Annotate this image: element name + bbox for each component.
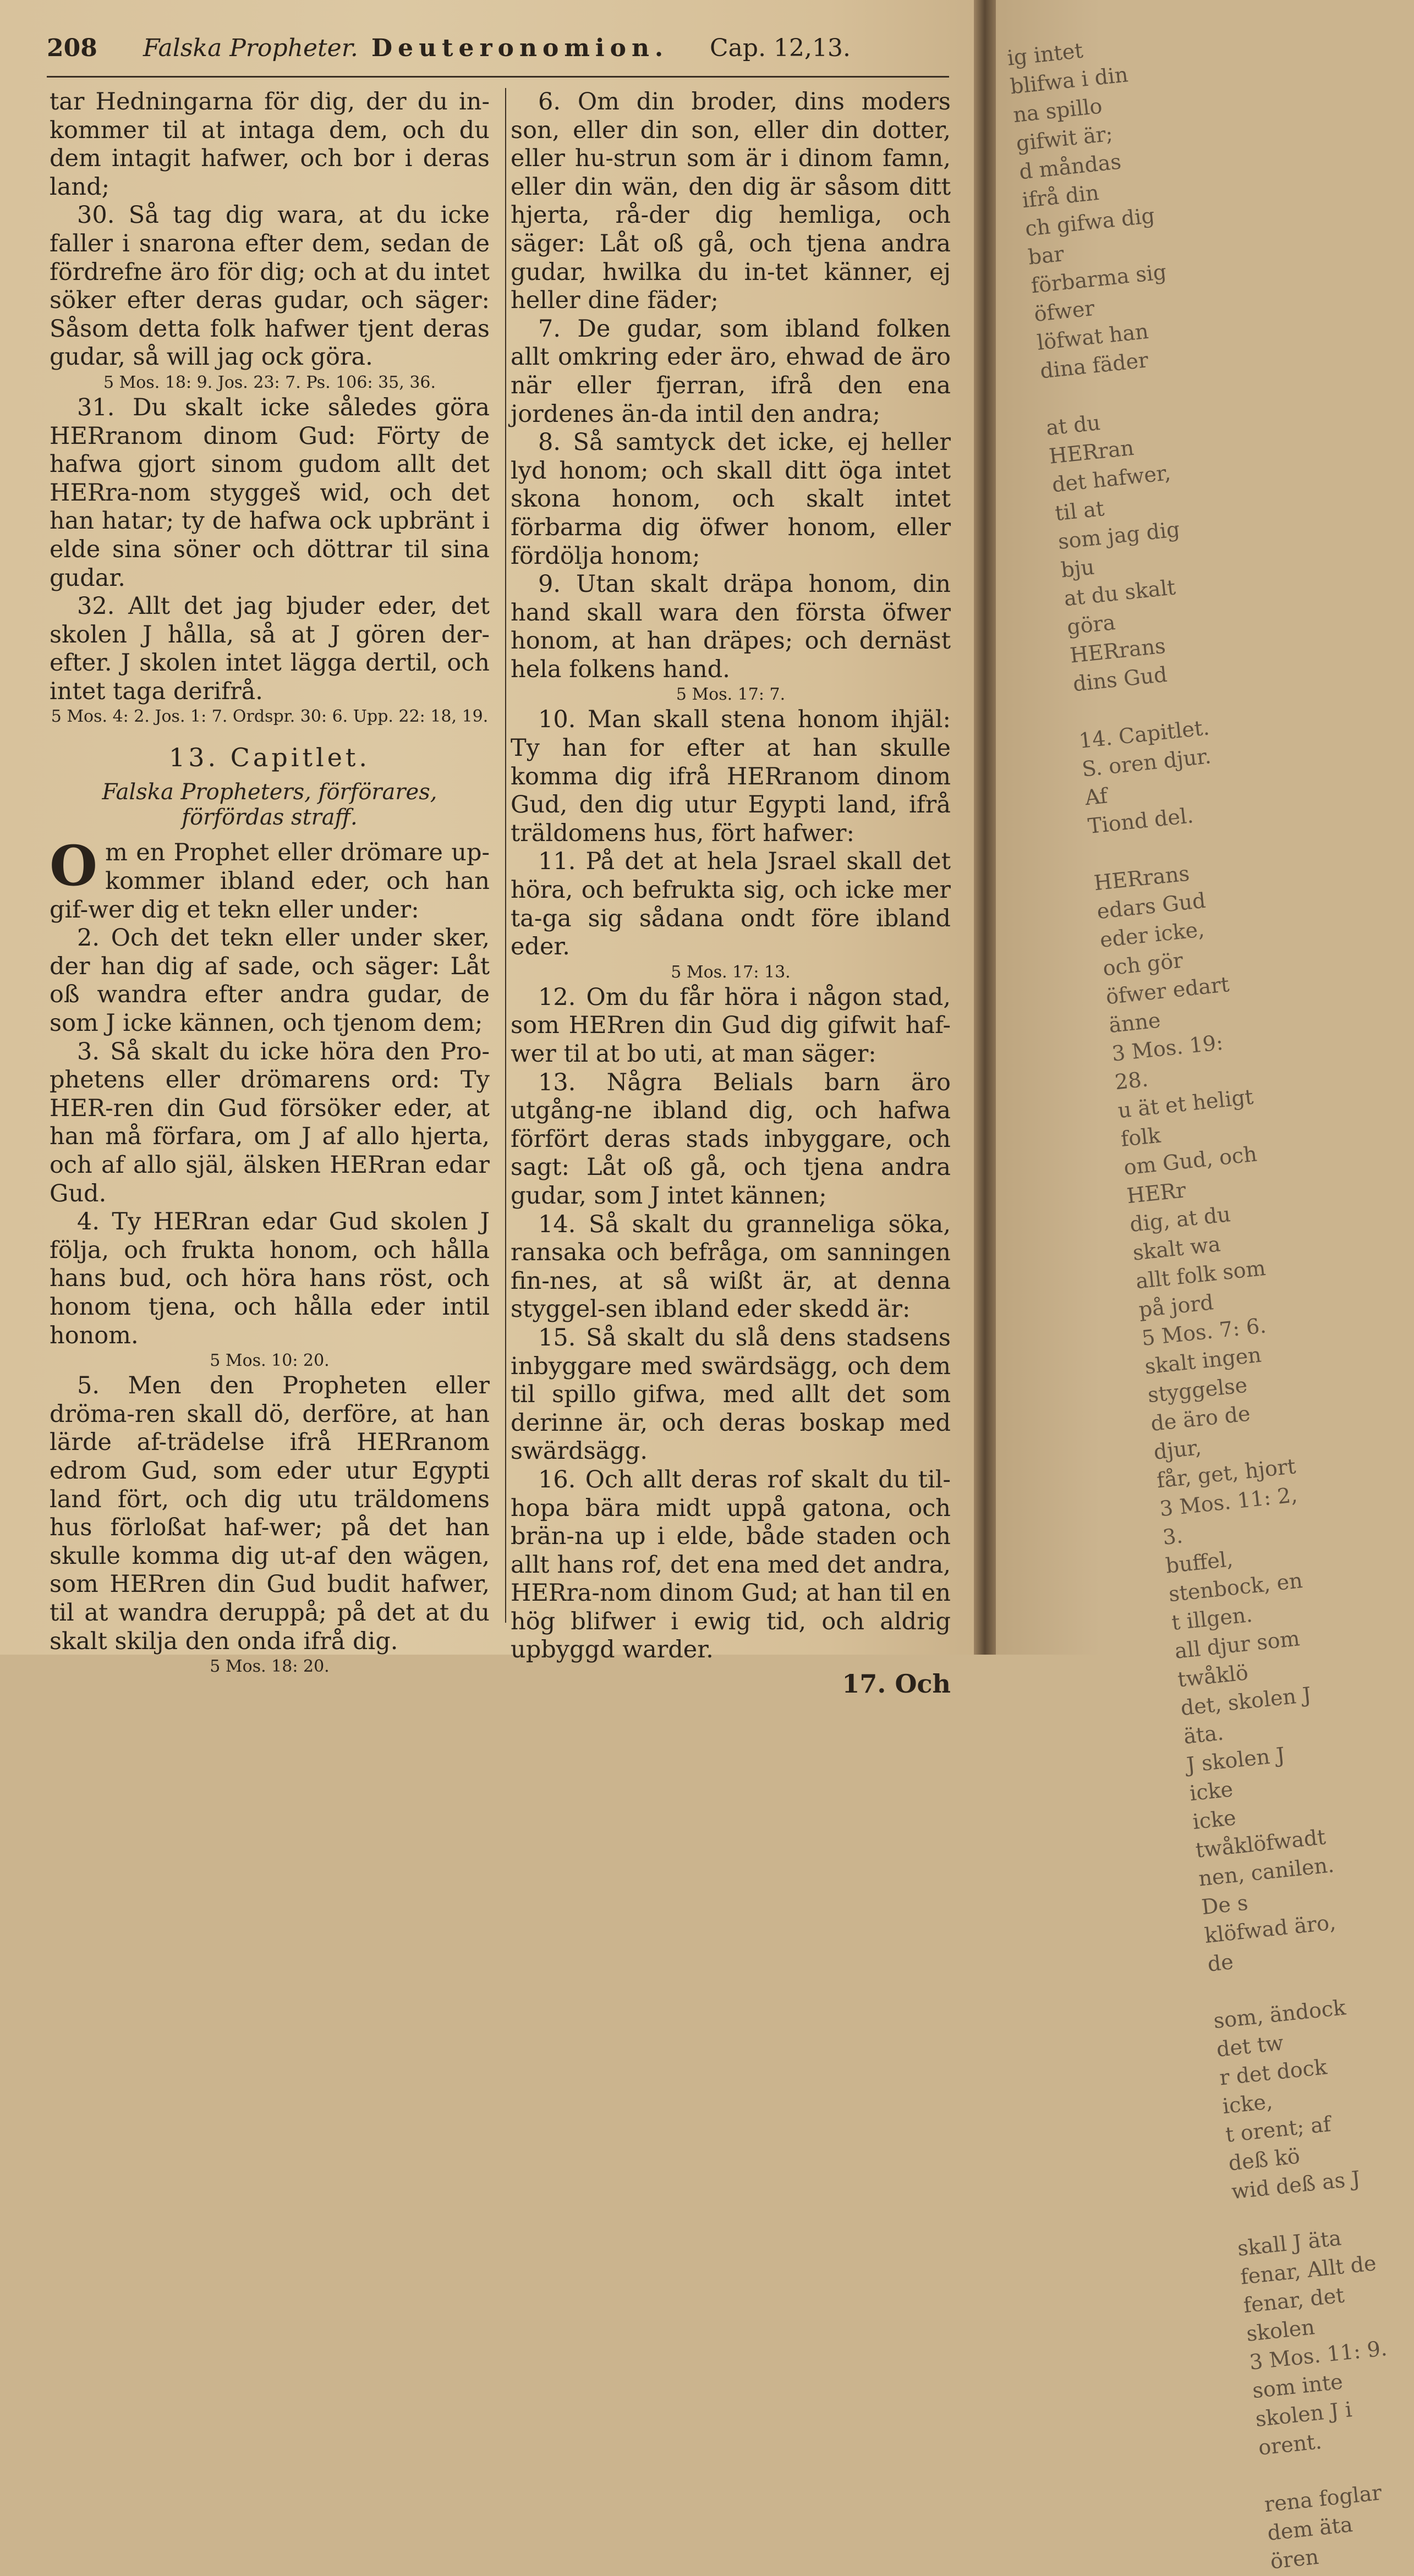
header-rule bbox=[47, 76, 949, 78]
book-page bbox=[0, 0, 974, 1699]
verse-6: 6. Om din broder, dins moders son, eller din son, eller din dotter, eller hu-strun som är i dinom famn, eller din wän, den dig är såsom ditt hjerta, rå-der dig hemliga, och säger: Låt oß gå, och tjena andra gudar, hwilka du in-tet känner, ej heller dine fäder; bbox=[511, 88, 951, 315]
facing-page-text: ig intet blifwa i din na spillo gifwit är; d måndas ifrå din ch gifwa dig bar förbarma sig öfwer löfwat han dina fäder at du HERran det hafwer, til at som jag dig bju at du skalt göra HERrans dins Gud 14. Capitlet. S. oren djur. Af Tiond del. HERrans edars Gud eder icke, och gör öfwer edart änne 3 Mos. 19: 28. u ät et heligt folk om Gud, och HERr dig, at du skalt wa allt folk som på jord 5 Mos. 7: 6. skalt ingen styggelse de äro de djur, får, get, hjort 3 Mos. 11: 2, 3. buffel, stenbock, en t illgen. all djur som twåklö det, skolen J äta. J skolen J icke icke twåklöfwadt nen, canilen. De s klöfwad äro, de som, ändock det tw r det dock icke, t orent; af deß kö wid deß as J skall J äta fenar, Allt de fenar, det skolen 3 Mos. 11: 9. som inte skolen J i orent. rena foglar dem äta ören bbox=[1006, 37, 1389, 2574]
verse-30: 30. Så tag dig wara, at du icke faller i snarona efter dem, sedan de fördrefne äro för dig; och at du intet söker efter deras gudar, och säger: Såsom detta folk hafwer tjent deras gudar, så will jag ock göra. bbox=[50, 201, 490, 371]
verse-1 bbox=[50, 833, 490, 924]
verse-32: 32. Allt det jag bjuder eder, det skolen J hålla, så at J gören der-efter. J skolen intet lägga dertil, och intet taga derifrå. bbox=[50, 592, 490, 705]
verse-12: 12. Om du får höra i någon stad, som HERren din Gud dig gifwit haf-wer til at bo uti, at man säger: bbox=[511, 983, 951, 1068]
verse-15: 15. Så skalt du slå dens stadsens inbyggare med swärdsägg, och dem til spillo gifwa, med allt det som derinne är, och deras boskap med swärdsägg. bbox=[511, 1323, 951, 1465]
verse-2: 2. Och det tekn eller under sker, der han dig af sade, och säger: Låt oß wandra efter andra gudar, de som J icke kännen, och tjenom dem; bbox=[50, 924, 490, 1037]
right-column bbox=[511, 88, 951, 1703]
book-title: Deuteronomion. bbox=[371, 34, 669, 62]
chapter-reference: Cap. 12,13. bbox=[710, 34, 851, 62]
column-divider bbox=[505, 88, 506, 1623]
verse-10: 10. Man skall stena honom ihjäl: Ty han for efter at han skulle komma dig ifrå HERranom dinom Gud, den dig utur Egypti land, ifrå träldomens hus, fört hafwer: bbox=[511, 706, 951, 847]
verse-29-end: tar Hedningarna för dig, der du in-kommer til at intaga dem, och du dem intagit hafwer, och bor i deras land; bbox=[50, 88, 490, 201]
facing-page bbox=[996, 0, 1389, 2574]
reference-30: 5 Mos. 18: 9. Jos. 23: 7. Ps. 106: 35, 36. bbox=[103, 372, 436, 392]
verse-11: 11. På det at hela Jsrael skall det höra, och befrukta sig, och icke mer ta-ga sig sådana ondt före ibland eder. bbox=[511, 848, 951, 961]
verse-13: 13. Några Belials barn äro utgång-ne ibland dig, och hafwa förfört deras stads inbyggare, och sagt: Låt oß gå, och tjena andra gudar, som J intet kännen; bbox=[511, 1068, 951, 1210]
reference-5: 5 Mos. 18: 20. bbox=[210, 1657, 330, 1677]
verse-8: 8. Så samtyck det icke, ej heller lyd honom; och skall ditt öga intet skona honom, och skalt intet förbarma dig öfwer honom, eller fördölja honom; bbox=[511, 429, 951, 570]
verse-7: 7. De gudar, som ibland folken allt omkring eder äro, ehwad de äro när eller fjerran, ifrå den ena jordenes än-da intil den andra; bbox=[511, 315, 951, 428]
verse-9: 9. Utan skalt dräpa honom, din hand skall wara den första öfwer honom, at han dräpes; och dernäst hela folkens hand. bbox=[511, 570, 951, 683]
drop-cap: O bbox=[50, 833, 98, 899]
reference-32: 5 Mos. 4: 2. Jos. 1: 7. Ordspr. 30: 6. Upp. 22: 18, 19. bbox=[51, 707, 489, 727]
reference-9: 5 Mos. 17: 7. bbox=[676, 685, 786, 705]
reference-4: 5 Mos. 10: 20. bbox=[210, 1351, 330, 1371]
chapter-heading: 13. Capitlet. bbox=[168, 743, 371, 773]
verse-1-text: m en Prophet eller drömare up-kommer ibland eder, och han gif-wer dig et tekn eller under: bbox=[50, 839, 490, 924]
reference-11: 5 Mos. 17: 13. bbox=[671, 962, 791, 982]
left-column bbox=[50, 88, 490, 1678]
verse-16: 16. Och allt deras rof skalt du til-hopa bära midt uppå gatona, och brän-na up i elde, både staden och allt hans rof, det ena med det andra, HERra-nom dinom Gud; at han til en hög blifwer i ewig tid, och aldrig upbyggd warder. bbox=[511, 1465, 951, 1664]
running-title-left: Falska Propheter. bbox=[143, 34, 358, 62]
running-header bbox=[47, 34, 949, 73]
book-gutter bbox=[974, 0, 996, 1655]
verse-3: 3. Så skalt du icke höra den Pro-phetens eller drömarens ord: Ty HER-ren din Gud försöker eder, at han må förfara, om J af allo hjerta, och af allo själ, älsken HERran edar Gud. bbox=[50, 1037, 490, 1207]
page-number: 208 bbox=[47, 34, 97, 62]
verse-31: 31. Du skalt icke således göra HERranom dinom Gud: Förty de hafwa gjort sinom gudom allt det HERra-nom styggeš wid, och det han hatar; ty de hafwa ock upbränt i elde sina söner och döttrar til sina gudar. bbox=[50, 393, 490, 592]
chapter-summary: Falska Propheters, förförares, förfördas straff. bbox=[102, 779, 437, 831]
catchword: 17. Och bbox=[842, 1669, 951, 1699]
verse-5: 5. Men den Propheten eller dröma-ren skall dö, derföre, at han lärde af-trädelse ifrå HERranom edrom Gud, som eder utur Egypti land fört, och dig utu träldomens hus förloßat haf-wer; på det han skulle komma dig ut-af den wägen, som HERren din Gud budit hafwer, til at wandra deruppå; på det at du skalt skilja den onda ifrå dig. bbox=[50, 1372, 490, 1655]
verse-4: 4. Ty HERran edar Gud skolen J följa, och frukta honom, och hålla hans bud, och höra hans röst, och honom tjena, och hålla eder intil honom. bbox=[50, 1208, 490, 1349]
verse-14: 14. Så skalt du granneliga söka, ransaka och befråga, om sanningen fin-nes, at så wißt är, at denna styggel-sen ibland eder skedd är: bbox=[511, 1210, 951, 1323]
